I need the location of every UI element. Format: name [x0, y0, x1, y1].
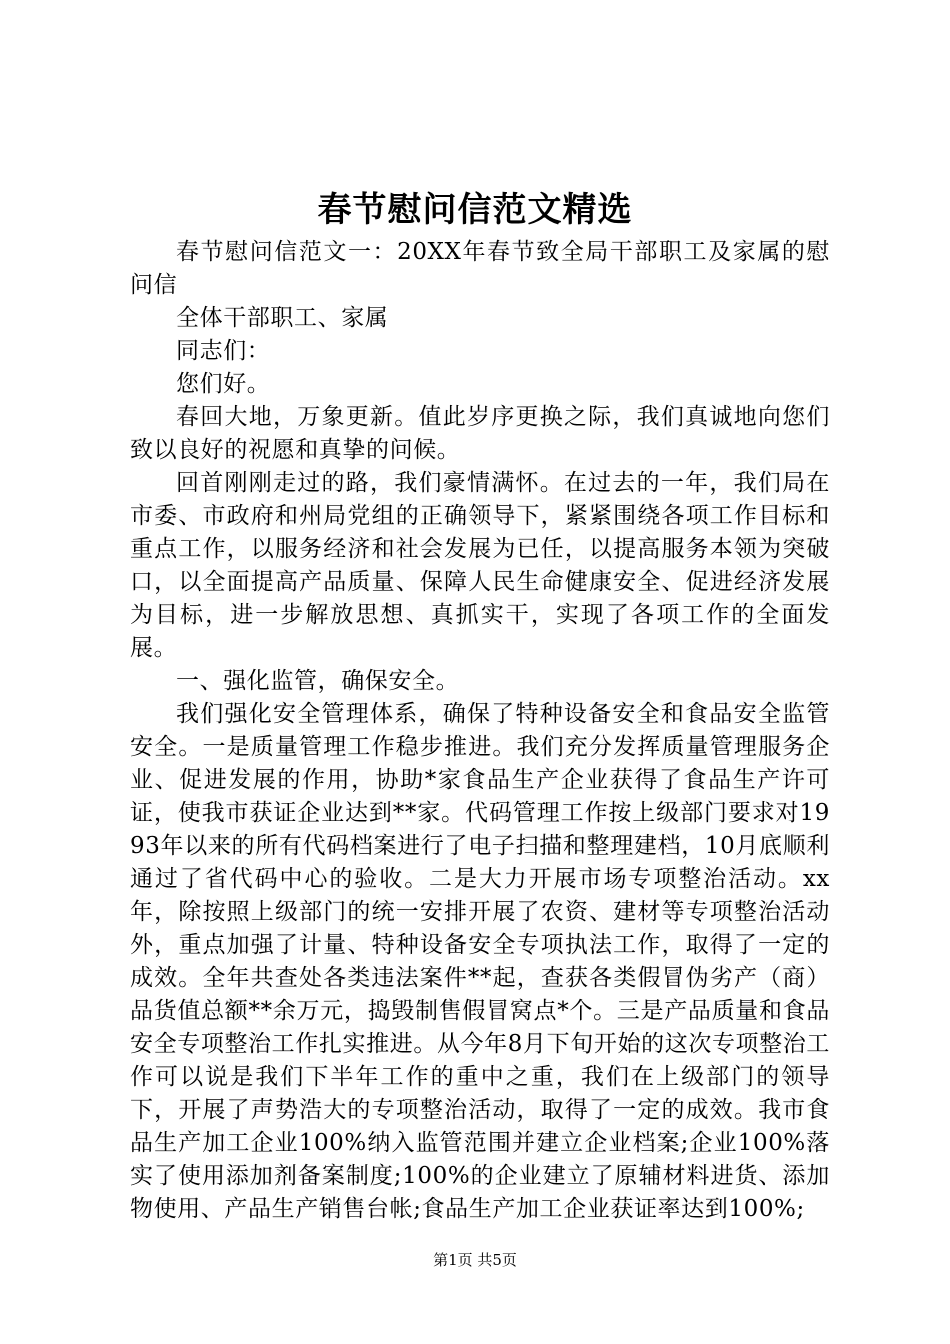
- section-heading-1: 一、强化监管，确保安全。: [176, 668, 460, 694]
- paragraph-heading: 春节慰问信范文一：20XX年春节致全局干部职工及家属的慰问信: [130, 239, 830, 298]
- paragraph-supervision: 我们强化安全管理体系，确保了特种设备安全和食品安全监管安全。一是质量管理工作稳步推进。我们充分发挥质量管理服务企业、促进发展的作用，协助*家食品生产企业获得了食品生产许可证，使我市获证企业达到**家。代码管理工作按上级部门要求对1993年以来的所有代码档案进行了电子扫描和整理建档，10月底顺利通过了省代码中心的验收。二是大力开展市场专项整治活动。xx年，除按照上级部门的统一安排开展了农资、建材等专项整治活动外，重点加强了计量、特种设备安全专项执法工作，取得了一定的成效。全年共查处各类违法案件**起，查获各类假冒伪劣产（商）品货值总额**余万元，捣毁制售假冒窝点*个。三是产品质量和食品安全专项整治工作扎实推进。从今年8月下旬开始的这次专项整治工作可以说是我们下半年工作的重中之重，我们在上级部门的领导下，开展了声势浩大的专项整治活动，取得了一定的成效。我市食品生产加工企业100%纳入监管范围并建立企业档案;企业100%落实了使用添加剂备案制度;100%的企业建立了原辅材料进货、添加物使用、产品生产销售台帐;食品生产加工企业获证率达到100%;: [130, 701, 830, 1222]
- paragraph-salutation: 同志们：: [176, 338, 271, 364]
- paragraph-recipient: 全体干部职工、家属: [176, 305, 389, 331]
- paragraph-review: 回首刚刚走过的路，我们豪情满怀。在过去的一年，我们局在市委、市政府和州局党组的正确领导下，紧紧围绕各项工作目标和重点工作，以服务经济和社会发展为已任，以提高服务本领为突破口，以全面提高产品质量、保障人民生命健康安全、促进经济发展为目标，进一步解放思想、真抓实干，实现了各项工作的全面发展。: [130, 470, 830, 661]
- page-footer: 第1页 共5页: [433, 1251, 517, 1269]
- paragraph-wishes: 春回大地，万象更新。值此岁序更换之际，我们真诚地向您们致以良好的祝愿和真挚的问候。: [130, 404, 830, 463]
- paragraph-greeting: 您们好。: [176, 371, 271, 397]
- document-body: [130, 236, 830, 1226]
- document-title: 春节慰问信范文精选: [317, 190, 633, 230]
